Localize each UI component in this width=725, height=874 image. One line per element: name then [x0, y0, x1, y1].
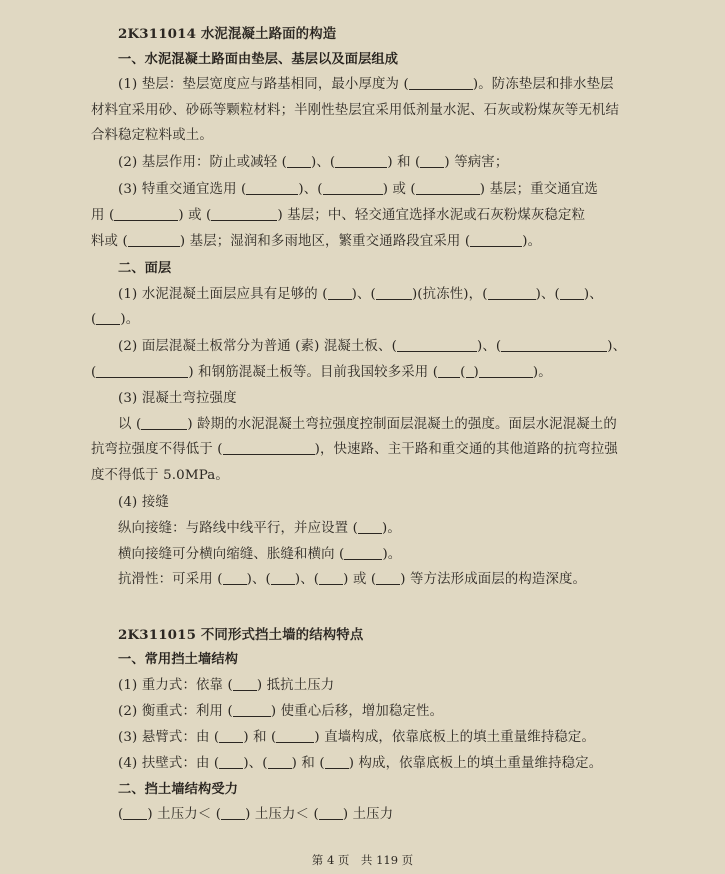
text: ) 使重心后移，增加稳定性。	[270, 704, 444, 719]
fill-blank	[376, 286, 412, 300]
fill-blank	[223, 441, 315, 455]
fill-blank	[323, 181, 383, 195]
fill-blank	[268, 755, 292, 769]
text: )、(	[243, 756, 268, 771]
paragraph-traffic-base-line-1	[118, 181, 639, 199]
text: 横向接缝可分横向缩缝、胀缝和横向 (	[118, 547, 345, 562]
fill-blank	[397, 338, 477, 352]
fill-blank	[141, 416, 187, 430]
text: ) 和 (	[387, 155, 421, 170]
page-number-footer: 第 4 页 共 119 页	[311, 853, 414, 867]
text: )。	[381, 521, 401, 536]
text: ) 构成，依靠底板上的填土重量维持稳定。	[348, 756, 603, 771]
paragraph-counterweight-wall	[118, 703, 639, 721]
fill-blank	[325, 755, 349, 769]
text: 以 (	[118, 417, 142, 432]
text: (	[91, 312, 97, 327]
fill-blank	[335, 154, 387, 168]
text: )、	[583, 287, 603, 302]
text: )，快速路、主干路和重交通的其他道路的抗弯拉强	[314, 442, 618, 457]
text: ) 和钢筋混凝土板等。目前我国较多采用 (	[188, 365, 439, 380]
fill-blank	[328, 286, 352, 300]
fill-blank	[96, 311, 120, 325]
paragraph-earth-pressure-order	[118, 806, 639, 824]
text: 用 (	[91, 208, 115, 223]
paragraph-flexural-strength-line-1	[118, 416, 639, 434]
fill-blank	[501, 338, 607, 352]
text: ) 等方法形成面层的构造深度。	[400, 572, 587, 587]
text: (4) 扶壁式：由 (	[118, 756, 220, 771]
text: (2) 面层混凝土板常分为普通 (素) 混凝土板、(	[118, 339, 397, 354]
fill-blank	[233, 677, 257, 691]
text: ) 基层；中、轻交通宜选择水泥或石灰粉煤灰稳定粒	[277, 208, 586, 223]
section-title-2k311015: 2K311015 不同形式挡土墙的结构特点	[118, 627, 364, 643]
text: )、(	[476, 339, 502, 354]
text: ) 等病害；	[444, 155, 509, 170]
text: )	[473, 365, 479, 380]
text: 抗滑性：可采用 (	[118, 572, 223, 587]
fill-blank	[438, 364, 460, 378]
text: ) 土压力＜ (	[147, 807, 222, 822]
subheading-joints: (4) 接缝	[118, 495, 169, 510]
paragraph-traffic-base-line-3	[91, 233, 639, 251]
fill-blank	[488, 286, 536, 300]
part-heading-surface-layer: 二、面层	[118, 261, 172, 276]
fill-blank	[276, 729, 314, 743]
fill-blank	[420, 154, 444, 168]
text: ) 抵抗土压力	[256, 678, 335, 693]
paragraph-flexural-strength-line-3: 度不得低于 5.0MPa。	[91, 468, 229, 483]
text: 料或 (	[91, 234, 128, 249]
text: )、	[607, 339, 627, 354]
paragraph-transverse-joint	[118, 546, 639, 564]
paragraph-skid-resistance	[118, 571, 639, 589]
paragraph-cushion-layer-line-2: 材料宜采用砂、砂砾等颗粒材料；半刚性垫层宜采用低剂量水泥、石灰或粉煤灰等无机结	[91, 103, 620, 118]
text: (3) 悬臂式：由 (	[118, 730, 220, 745]
fill-blank	[409, 76, 473, 90]
text: )。	[532, 365, 552, 380]
part-heading-wall-forces: 二、挡土墙结构受力	[118, 782, 239, 797]
text: ) 或 (	[178, 208, 212, 223]
fill-blank	[233, 703, 271, 717]
fill-blank	[221, 806, 245, 820]
fill-blank	[211, 207, 277, 221]
fill-blank	[358, 520, 382, 534]
part-heading-base-layers: 一、水泥混凝土路面由垫层、基层以及面层组成	[118, 52, 399, 67]
subheading-flexural-strength: (3) 混凝土弯拉强度	[118, 391, 237, 406]
text: )、(	[311, 155, 336, 170]
fill-blank	[123, 806, 147, 820]
text: )(抗冻性)，(	[411, 287, 488, 302]
text: )、(	[246, 572, 271, 587]
text: )。	[522, 234, 542, 249]
fill-blank	[114, 207, 178, 221]
text: 纵向接缝：与路线中线平行，并应设置 (	[118, 521, 358, 536]
fill-blank	[319, 571, 343, 585]
text: )。	[382, 547, 402, 562]
fill-blank	[466, 364, 474, 378]
text: ) 龄期的水泥混凝土弯拉强度控制面层混凝土的强度。面层水泥混凝土的	[187, 417, 617, 432]
fill-blank	[560, 286, 584, 300]
text: (1) 垫层：垫层宽度应与路基相同，最小厚度为 (	[118, 77, 409, 92]
text: )、(	[298, 182, 323, 197]
fill-blank	[96, 364, 188, 378]
paragraph-cantilever-wall	[118, 729, 639, 747]
fill-blank	[223, 571, 247, 585]
text: )、(	[351, 287, 376, 302]
text: ) 或 (	[382, 182, 416, 197]
text: (	[460, 365, 466, 380]
text: (	[91, 365, 97, 380]
paragraph-flexural-strength-line-2	[91, 441, 639, 459]
text: (3) 特重交通宜选用 (	[118, 182, 247, 197]
text: ) 和 (	[243, 730, 277, 745]
text: (1) 重力式：依靠 (	[118, 678, 233, 693]
paragraph-surface-properties-line-2	[91, 311, 639, 329]
text: ) 直墙构成，依靠底板上的填土重量维持稳定。	[314, 730, 596, 745]
text: ) 基层；湿润和多雨地区，繁重交通路段宜采用 (	[179, 234, 471, 249]
fill-blank	[376, 571, 400, 585]
text: )、(	[535, 287, 560, 302]
paragraph-longitudinal-joint	[118, 520, 639, 538]
text: )、(	[294, 572, 320, 587]
text: (	[118, 807, 124, 822]
paragraph-gravity-wall	[118, 677, 639, 695]
text: )。防冻垫层和排水垫层	[472, 77, 614, 92]
fill-blank	[470, 233, 522, 247]
text: ) 基层；重交通宜选	[479, 182, 598, 197]
text: ) 和 (	[291, 756, 325, 771]
text: (1) 水泥混凝土面层应具有足够的 (	[118, 287, 328, 302]
paragraph-cushion-layer-line-1	[118, 76, 639, 94]
text: ) 土压力＜ (	[245, 807, 319, 822]
fill-blank	[128, 233, 180, 247]
fill-blank	[219, 755, 243, 769]
text: (2) 基层作用：防止或减轻 (	[118, 155, 288, 170]
fill-blank	[479, 364, 533, 378]
part-heading-common-retaining-walls: 一、常用挡土墙结构	[118, 652, 239, 667]
paragraph-slab-types-line-2	[91, 364, 639, 382]
fill-blank	[287, 154, 311, 168]
paragraph-traffic-base-line-2	[91, 207, 639, 225]
text: ) 或 (	[343, 572, 377, 587]
fill-blank	[344, 546, 382, 560]
paragraph-surface-properties-line-1	[118, 286, 639, 304]
paragraph-base-function	[118, 154, 639, 172]
fill-blank	[219, 729, 243, 743]
fill-blank	[416, 181, 480, 195]
text: (2) 衡重式：利用 (	[118, 704, 233, 719]
section-title-2k311014: 2K311014 水泥混凝土路面的构造	[118, 26, 337, 42]
text: )。	[120, 312, 140, 327]
paragraph-slab-types-line-1	[118, 338, 639, 356]
fill-blank	[271, 571, 295, 585]
fill-blank	[246, 181, 298, 195]
paragraph-cushion-layer-line-3: 合料稳定粒料或土。	[91, 128, 213, 143]
text: ) 土压力	[342, 807, 394, 822]
paragraph-buttress-wall	[118, 755, 639, 773]
text: 抗弯拉强度不得低于 (	[91, 442, 223, 457]
fill-blank	[319, 806, 343, 820]
